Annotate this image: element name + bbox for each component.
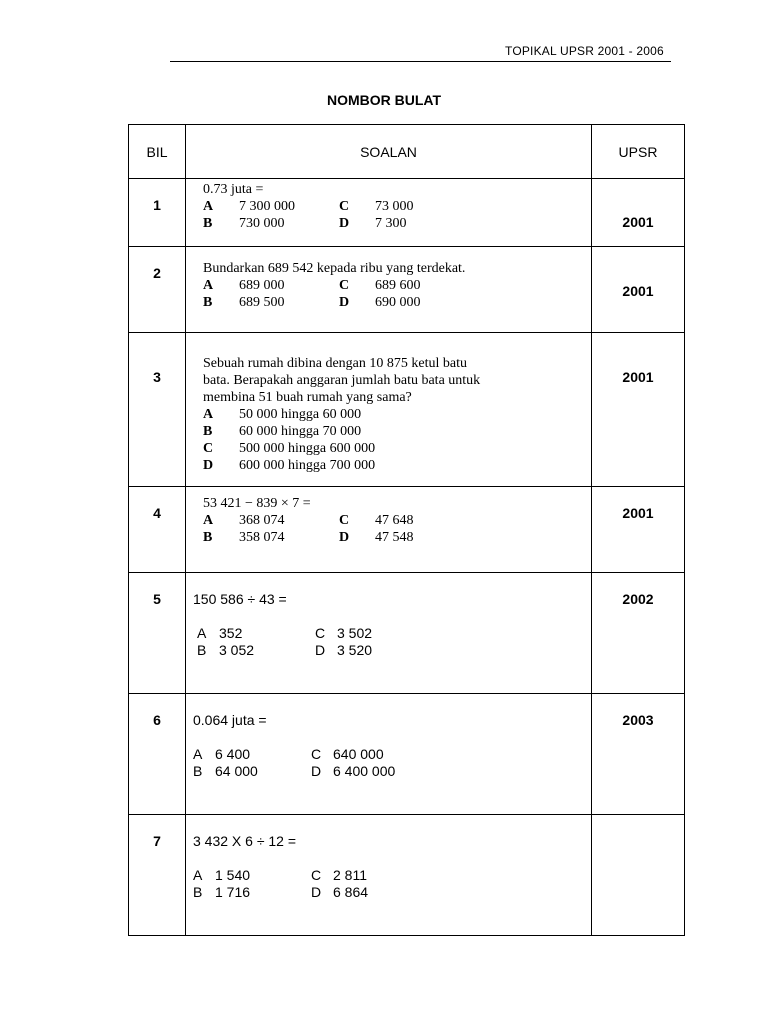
option-letter: A: [203, 513, 214, 528]
row-number: [129, 487, 186, 573]
table-row: [129, 179, 685, 247]
option-letter: C: [203, 441, 214, 456]
option-line: [193, 642, 591, 659]
table-header-row: [129, 125, 685, 179]
col-header-soalan: SOALAN: [186, 125, 592, 179]
option-letter: C: [311, 746, 322, 762]
upsr-year-text: 2001: [622, 214, 654, 230]
question-text: 3 432 X 6 ÷ 12 =: [193, 833, 297, 849]
question-cell: [186, 573, 592, 694]
upsr-year: [592, 333, 685, 487]
option-value: 689 000: [239, 278, 285, 293]
option-line: [193, 884, 591, 901]
row-number-text: 1: [153, 197, 161, 213]
option-letter: B: [193, 884, 203, 900]
option-letter: B: [203, 295, 213, 310]
option-letter: B: [197, 642, 207, 658]
option-value: 3 502: [337, 625, 373, 641]
option-letter: C: [311, 867, 322, 883]
option-value: 690 000: [375, 295, 421, 310]
option-value: 6 864: [333, 884, 369, 900]
col-header-upsr: UPSR: [592, 125, 685, 179]
option-letter: D: [315, 642, 326, 658]
option-value: 689 600: [375, 278, 421, 293]
option-letter: B: [193, 763, 203, 779]
upsr-year: [592, 487, 685, 573]
option-line: [193, 763, 591, 780]
option-letter: D: [339, 295, 350, 310]
question-cell: [186, 333, 592, 487]
option-line: [203, 294, 591, 311]
option-line: [203, 277, 591, 294]
row-number: [129, 694, 186, 815]
option-line: [203, 198, 591, 215]
page-title: NOMBOR BULAT: [326, 92, 442, 108]
col-header-bil: BIL: [129, 125, 186, 179]
question-cell: [186, 487, 592, 573]
row-number-text: 6: [153, 712, 161, 728]
option-value: 6 400 000: [333, 763, 396, 779]
option-letter: D: [203, 458, 214, 473]
upsr-year-text: 2003: [622, 712, 654, 728]
row-number: [129, 179, 186, 247]
option-value: 47 548: [375, 530, 414, 545]
option-line: [193, 867, 591, 884]
option-value: 500 000 hingga 600 000: [239, 441, 376, 456]
option-value: 3 520: [337, 642, 373, 658]
option-letter: A: [193, 746, 203, 762]
option-value: 73 000: [375, 199, 414, 214]
option-letter: B: [203, 530, 213, 545]
table-row: [129, 815, 685, 936]
option-value: 50 000 hingga 60 000: [239, 407, 362, 422]
header-text: TOPIKAL UPSR 2001 - 2006: [505, 44, 664, 58]
option-letter: D: [311, 763, 322, 779]
upsr-year: [592, 694, 685, 815]
option-letter: A: [203, 407, 214, 422]
row-number: [129, 815, 186, 936]
option-line: [203, 512, 591, 529]
question-text-line: bata. Berapakah anggaran jumlah batu bata untuk: [203, 373, 481, 388]
option-value: 3 052: [219, 642, 255, 658]
question-text: 0.73 juta =: [203, 182, 264, 197]
option-line: [203, 457, 591, 474]
table-row: [129, 694, 685, 815]
option-letter: C: [339, 278, 350, 293]
option-value: 368 074: [239, 513, 285, 528]
option-value: 689 500: [239, 295, 285, 310]
option-value: 358 074: [239, 530, 285, 545]
upsr-year-text: 2001: [622, 283, 654, 299]
option-letter: C: [339, 513, 350, 528]
option-line: [203, 423, 591, 440]
row-number: [129, 247, 186, 333]
option-letter: C: [339, 199, 350, 214]
option-line: [203, 406, 591, 423]
upsr-year: [592, 247, 685, 333]
option-value: 60 000 hingga 70 000: [239, 424, 362, 439]
upsr-year-text: 2002: [622, 591, 654, 607]
option-value: 600 000 hingga 700 000: [239, 458, 376, 473]
question-cell: [186, 694, 592, 815]
option-line: [193, 746, 591, 763]
option-letter: C: [315, 625, 326, 641]
row-number-text: 7: [153, 833, 161, 849]
table-row: [129, 333, 685, 487]
row-number-text: 4: [153, 505, 161, 521]
table-row: [129, 573, 685, 694]
option-letter: A: [197, 625, 207, 641]
row-number-text: 3: [153, 369, 161, 385]
option-line: [203, 440, 591, 457]
row-number: [129, 333, 186, 487]
option-letter: A: [193, 867, 203, 883]
option-value: 6 400: [215, 746, 251, 762]
option-value: 2 811: [333, 867, 367, 883]
question-table: [128, 124, 685, 936]
question-text: Bundarkan 689 542 kepada ribu yang terdekat.: [203, 261, 466, 276]
question-cell: [186, 247, 592, 333]
option-letter: D: [311, 884, 322, 900]
option-letter: B: [203, 424, 213, 439]
option-letter: A: [203, 278, 214, 293]
option-value: 64 000: [215, 763, 258, 779]
option-letter: D: [339, 216, 350, 231]
option-value: 47 648: [375, 513, 414, 528]
option-line: [203, 215, 591, 232]
option-value: 1 716: [215, 884, 251, 900]
question-text-line: membina 51 buah rumah yang sama?: [203, 390, 412, 405]
question-cell: [186, 815, 592, 936]
question-text-line: Sebuah rumah dibina dengan 10 875 ketul batu: [203, 356, 467, 371]
question-text: 0.064 juta =: [193, 712, 267, 728]
option-value: 7 300 000: [239, 199, 295, 214]
option-value: 7 300: [375, 216, 407, 231]
header-rule: [170, 61, 671, 62]
upsr-year: [592, 573, 685, 694]
row-number-text: 5: [153, 591, 161, 607]
question-cell: [186, 179, 592, 247]
table-row: [129, 487, 685, 573]
table-row: [129, 247, 685, 333]
row-number: [129, 573, 186, 694]
upsr-year-text: [592, 815, 684, 833]
option-line: [193, 625, 591, 642]
option-letter: B: [203, 216, 213, 231]
option-letter: D: [339, 530, 350, 545]
option-value: 352: [219, 625, 243, 641]
option-line: [203, 529, 591, 546]
option-value: 1 540: [215, 867, 251, 883]
upsr-year-text: 2001: [622, 505, 654, 521]
upsr-year: [592, 815, 685, 936]
option-value: 730 000: [239, 216, 285, 231]
question-text: 53 421 − 839 × 7 =: [203, 496, 311, 511]
upsr-year: [592, 179, 685, 247]
row-number-text: 2: [153, 265, 161, 281]
option-value: 640 000: [333, 746, 384, 762]
option-letter: A: [203, 199, 214, 214]
question-text: 150 586 ÷ 43 =: [193, 591, 287, 607]
upsr-year-text: 2001: [622, 369, 654, 385]
